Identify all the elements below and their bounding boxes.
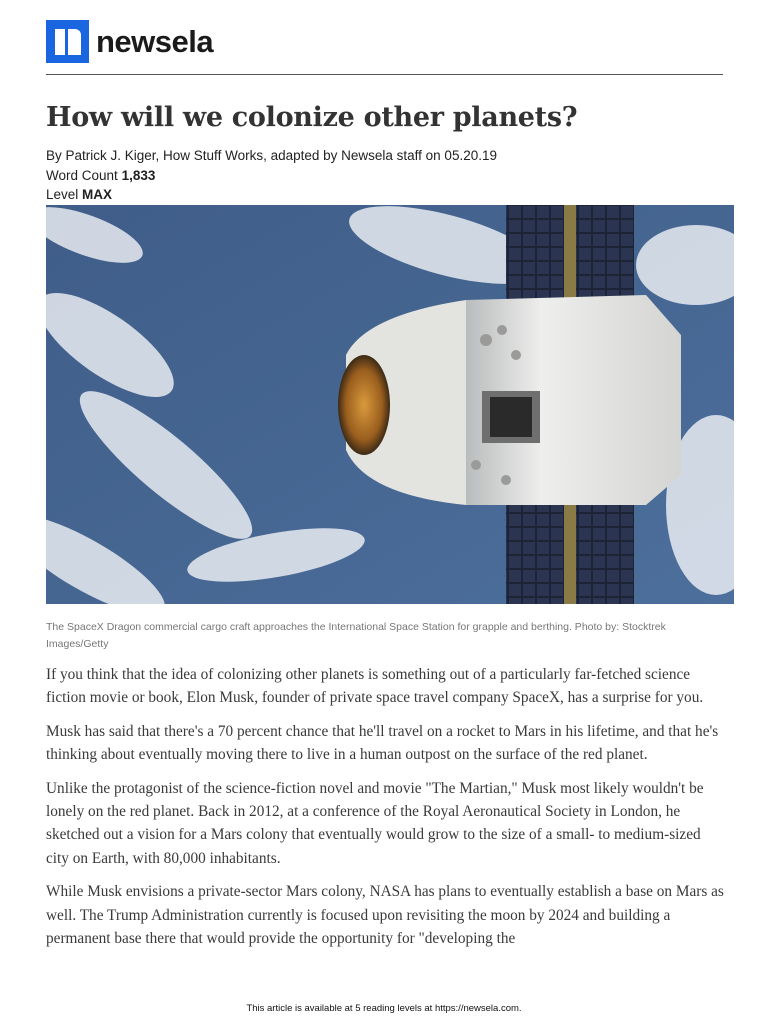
paragraph: Unlike the protagonist of the science-fiction novel and movie "The Martian," Musk most likely wouldn't be lonely on the red planet. Back in 2012, at a conference of the Royal Aeronautical Society in London, he sketched out a vision for a Mars colony that eventually would grow to the size of a small- to medium-sized city on Earth, with 80,000 inhabitants. <box>46 779 704 867</box>
article-body <box>46 663 726 960</box>
footer-note: This article is available at 5 reading levels at https://newsela.com. <box>246 1003 522 1014</box>
byline: By Patrick J. Kiger, How Stuff Works, adapted by Newsela staff on 05.20.19 <box>46 148 497 163</box>
article-title: How will we colonize other planets? <box>46 102 578 133</box>
level-value: MAX <box>82 187 113 202</box>
reading-level <box>46 185 497 205</box>
word-count-label: Word Count <box>46 167 118 183</box>
header <box>46 20 213 63</box>
paragraph: If you think that the idea of colonizing other planets is something out of a particularly far-fetched science fiction movie or book, Elon Musk, founder of private space travel company SpaceX, has a surprise for you. <box>46 666 704 707</box>
word-count <box>46 166 497 186</box>
paragraph: While Musk envisions a private-sector Mars colony, NASA has plans to eventually establish a base on Mars as well. The Trump Administration currently is focused upon revisiting the moon by 2024 and building a permanent base there that would provide the opportunity for "developing the <box>46 883 724 948</box>
article-photo <box>46 205 734 604</box>
header-divider <box>46 74 723 75</box>
level-label: Level <box>46 187 79 202</box>
paragraph: Musk has said that there's a 70 percent chance that he'll travel on a rocket to Mars in his lifetime, and that he's thinking about eventually moving there to live in a human outpost on the surface of the red planet. <box>46 722 719 764</box>
newsela-logo-icon[interactable] <box>46 20 89 63</box>
brand-name: newsela <box>96 23 214 59</box>
article-meta <box>46 146 497 205</box>
photo-caption: The SpaceX Dragon commercial cargo craft approaches the International Space Station for grapple and berthing. Photo by: Stocktrek Images/Getty <box>46 621 666 650</box>
word-count-value: 1,833 <box>121 167 156 183</box>
